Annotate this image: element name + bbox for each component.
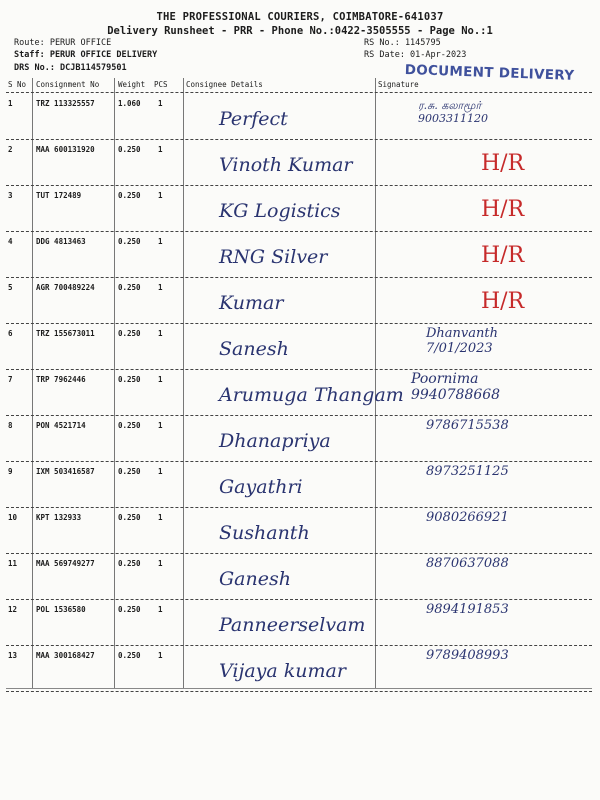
route-label: Route: PERUR OFFICE <box>14 38 112 48</box>
sno-cell: 5 <box>8 283 13 292</box>
table-row <box>6 323 592 370</box>
col-header-consignment: Consignment No <box>36 80 100 89</box>
consignee-name: Vijaya kumar <box>219 660 346 682</box>
weight-cell: 0.250 <box>118 513 141 522</box>
consignee-name: Ganesh <box>219 568 291 590</box>
weight-cell: 0.250 <box>118 329 141 338</box>
table-row <box>6 93 592 140</box>
sno-cell: 2 <box>8 145 13 154</box>
sno-cell: 7 <box>8 375 13 384</box>
signature: Poornima 9940788668 <box>411 371 501 403</box>
col-header-signature: Signature <box>378 80 419 89</box>
consignment-cell: DDG 4813463 <box>36 237 86 246</box>
signature: 8973251125 <box>426 464 509 479</box>
weight-cell: 0.250 <box>118 605 141 614</box>
sno-cell: 12 <box>8 605 18 614</box>
table-row <box>6 277 592 324</box>
consignment-cell: KPT 132933 <box>36 513 82 522</box>
signature: H/R <box>481 289 525 314</box>
consignee-name: Dhanapriya <box>219 430 331 452</box>
consignment-cell: PON 4521714 <box>36 421 86 430</box>
pcs-cell: 1 <box>158 421 163 430</box>
weight-cell: 0.250 <box>118 375 141 384</box>
signature: 9786715538 <box>426 418 509 433</box>
signature: 9789408993 <box>426 648 509 663</box>
col-header-pcs: PCS <box>154 80 168 89</box>
pcs-cell: 1 <box>158 191 163 200</box>
signature: ர.சு. கலாமூர் 9003311120 <box>418 99 488 125</box>
weight-cell: 0.250 <box>118 283 141 292</box>
document-delivery-stamp: DOCUMENT DELIVERY <box>404 62 575 84</box>
weight-cell: 0.250 <box>118 237 141 246</box>
consignee-name: Vinoth Kumar <box>219 154 353 176</box>
weight-cell: 0.250 <box>118 559 141 568</box>
weight-cell: 0.250 <box>118 651 141 660</box>
table-row <box>6 369 592 416</box>
sno-cell: 8 <box>8 421 13 430</box>
runsheet-subtitle: Delivery Runsheet - PRR - Phone No.:0422-3505555 - Page No.:1 <box>107 25 493 37</box>
consignment-cell: MAA 569749277 <box>36 559 95 568</box>
sno-cell: 13 <box>8 651 18 660</box>
pcs-cell: 1 <box>158 99 163 108</box>
table-row <box>6 507 592 554</box>
sno-cell: 11 <box>8 559 18 568</box>
consignee-name: KG Logistics <box>219 200 341 222</box>
pcs-cell: 1 <box>158 329 163 338</box>
signature: Dhanvanth 7/01/2023 <box>426 326 498 356</box>
table-row <box>6 599 592 646</box>
sno-cell: 10 <box>8 513 18 522</box>
table-row <box>6 645 592 692</box>
table-bottom-border <box>6 688 592 689</box>
consignment-cell: TUT 172489 <box>36 191 82 200</box>
rs-number: RS No.: 1145795 <box>364 38 441 48</box>
signature: H/R <box>481 243 525 268</box>
pcs-cell: 1 <box>158 513 163 522</box>
consignment-cell: TRZ 113325557 <box>36 99 95 108</box>
consignee-name: Arumuga Thangam <box>219 384 404 406</box>
consignee-name: RNG Silver <box>219 246 328 268</box>
weight-cell: 0.250 <box>118 467 141 476</box>
table-row <box>6 231 592 278</box>
runsheet-table <box>6 78 592 688</box>
consignment-cell: MAA 600131920 <box>36 145 95 154</box>
sno-cell: 3 <box>8 191 13 200</box>
pcs-cell: 1 <box>158 467 163 476</box>
col-header-consignee: Consignee Details <box>186 80 263 89</box>
weight-cell: 0.250 <box>118 145 141 154</box>
weight-cell: 0.250 <box>118 421 141 430</box>
signature: H/R <box>481 151 525 176</box>
consignee-name: Perfect <box>219 108 288 130</box>
pcs-cell: 1 <box>158 605 163 614</box>
sno-cell: 1 <box>8 99 13 108</box>
consignee-name: Gayathri <box>219 476 303 498</box>
pcs-cell: 1 <box>158 559 163 568</box>
pcs-cell: 1 <box>158 651 163 660</box>
pcs-cell: 1 <box>158 375 163 384</box>
consignment-cell: AGR 700489224 <box>36 283 95 292</box>
signature: 9080266921 <box>426 510 509 525</box>
pcs-cell: 1 <box>158 237 163 246</box>
consignment-cell: IXM 503416587 <box>36 467 95 476</box>
weight-cell: 1.060 <box>118 99 141 108</box>
col-header-sno: S No <box>8 80 27 89</box>
consignment-cell: POL 1536580 <box>36 605 86 614</box>
consignee-name: Kumar <box>219 292 284 314</box>
company-title: THE PROFESSIONAL COURIERS, COIMBATORE-641037 <box>156 11 444 23</box>
table-row <box>6 461 592 508</box>
sno-cell: 4 <box>8 237 13 246</box>
consignment-cell: TRP 7962446 <box>36 375 86 384</box>
table-row <box>6 415 592 462</box>
consignment-cell: TRZ 155673011 <box>36 329 95 338</box>
col-header-weight: Weight <box>118 80 146 89</box>
consignee-name: Sushanth <box>219 522 310 544</box>
signature: 8870637088 <box>426 556 509 571</box>
drs-number: DRS No.: DCJB114579501 <box>14 63 127 73</box>
signature: H/R <box>481 197 525 222</box>
sno-cell: 6 <box>8 329 13 338</box>
table-row <box>6 185 592 232</box>
weight-cell: 0.250 <box>118 191 141 200</box>
sno-cell: 9 <box>8 467 13 476</box>
pcs-cell: 1 <box>158 145 163 154</box>
signature: 9894191853 <box>426 602 509 617</box>
table-row <box>6 139 592 186</box>
consignee-name: Sanesh <box>219 338 289 360</box>
consignee-name: Panneerselvam <box>219 614 366 636</box>
table-row <box>6 553 592 600</box>
consignment-cell: MAA 300168427 <box>36 651 95 660</box>
pcs-cell: 1 <box>158 283 163 292</box>
staff-label: Staff: PERUR OFFICE DELIVERY <box>14 50 158 60</box>
rs-date: RS Date: 01-Apr-2023 <box>364 50 467 60</box>
